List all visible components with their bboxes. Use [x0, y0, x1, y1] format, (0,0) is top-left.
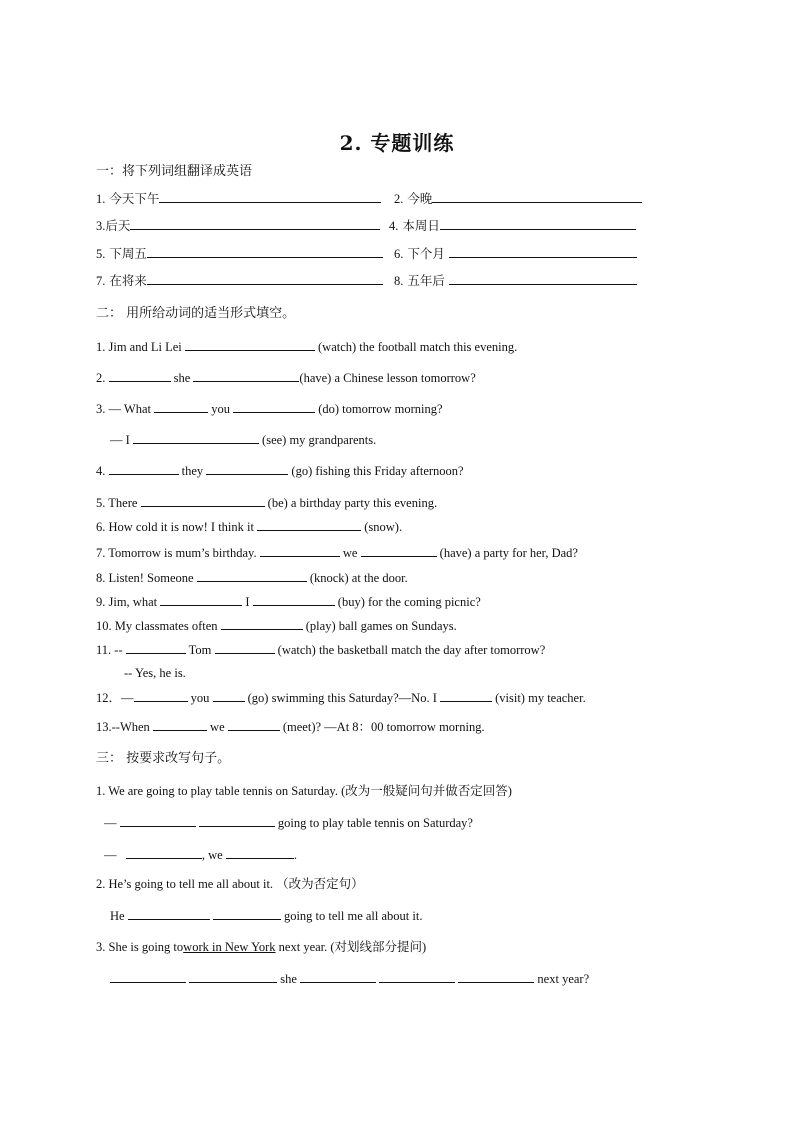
fill-question-11: 11. -- Tom (watch) the basketball match the day after tomorrow? [96, 643, 546, 657]
fill-question-2: 2. she (have) a Chinese lesson tomorrow? [96, 371, 476, 385]
answer-blank[interactable] [458, 970, 534, 983]
answer-blank[interactable] [221, 617, 303, 630]
answer-blank[interactable] [440, 217, 636, 230]
answer-blank[interactable] [361, 544, 437, 557]
answer-blank[interactable] [300, 970, 376, 983]
fill-question-6: 6. How cold it is now! I think it (snow). [96, 520, 403, 534]
answer-blank[interactable] [253, 593, 335, 606]
answer-blank[interactable] [233, 400, 315, 413]
fill-question-7: 7. Tomorrow is mum’s birthday. we (have) a party for her, Dad? [96, 546, 578, 560]
answer-blank[interactable] [160, 593, 242, 606]
answer-blank[interactable] [128, 907, 210, 920]
fill-question-13: 13.--When we (meet)? —At 8：00 tomorrow morning. [96, 720, 485, 734]
section2-heading: 二： 用所给动词的适当形式填空。 [96, 306, 296, 321]
answer-blank[interactable] [154, 400, 208, 413]
answer-blank[interactable] [215, 641, 275, 654]
fill-question-11-answer: -- Yes, he is. [124, 666, 186, 680]
answer-blank[interactable] [257, 518, 361, 531]
translate-item-8: 8. 五年后 [394, 272, 637, 289]
answer-blank[interactable] [130, 217, 380, 230]
fill-question-3: 3. — What you (do) tomorrow morning? [96, 402, 443, 416]
answer-blank[interactable] [120, 814, 196, 827]
fill-question-1: 1. Jim and Li Lei (watch) the football match this evening. [96, 340, 518, 354]
answer-blank[interactable] [260, 544, 340, 557]
underlined-phrase: work in New York [183, 940, 276, 954]
answer-blank[interactable] [199, 814, 275, 827]
answer-blank[interactable] [185, 338, 315, 351]
rewrite-question-1: 1. We are going to play table tennis on Saturday. (改为一般疑问句并做否定回答) [96, 784, 512, 798]
rewrite-question-1-line2: — , we . [104, 848, 297, 862]
page-title: 2. 专题训练 [339, 131, 455, 155]
answer-blank[interactable] [133, 431, 259, 444]
answer-blank[interactable] [206, 462, 288, 475]
fill-question-8: 8. Listen! Someone (knock) at the door. [96, 571, 408, 585]
answer-blank[interactable] [147, 272, 383, 285]
fill-question-9: 9. Jim, what I (buy) for the coming picnic? [96, 595, 481, 609]
translate-item-7: 7. 在将来 [96, 272, 383, 289]
translate-item-4: 4. 本周日 [389, 217, 636, 234]
translate-item-5: 5. 下周五 [96, 245, 383, 262]
answer-blank[interactable] [379, 970, 455, 983]
answer-blank[interactable] [226, 846, 294, 859]
answer-blank[interactable] [141, 494, 265, 507]
answer-blank[interactable] [153, 718, 207, 731]
fill-question-5: 5. There (be) a birthday party this evening. [96, 496, 438, 510]
rewrite-question-1-line1: — going to play table tennis on Saturday? [104, 816, 473, 830]
translate-item-6: 6. 下个月 [394, 245, 637, 262]
answer-blank[interactable] [432, 190, 642, 203]
section1-heading: 一：将下列词组翻译成英语 [96, 164, 253, 179]
answer-blank[interactable] [228, 718, 280, 731]
translate-item-1: 1. 今天下午 [96, 190, 381, 207]
answer-blank[interactable] [126, 846, 202, 859]
answer-blank[interactable] [213, 907, 281, 920]
answer-blank[interactable] [440, 689, 492, 702]
fill-question-10: 10. My classmates often (play) ball games on Sundays. [96, 619, 457, 633]
answer-blank[interactable] [109, 462, 179, 475]
answer-blank[interactable] [159, 190, 381, 203]
answer-blank[interactable] [449, 245, 637, 258]
rewrite-question-2: 2. He’s going to tell me all about it. （改为否定句） [96, 877, 364, 891]
answer-blank[interactable] [126, 641, 186, 654]
section3-heading: 三： 按要求改写句子。 [96, 751, 231, 766]
fill-question-4: 4. they (go) fishing this Friday afternoon? [96, 464, 464, 478]
answer-blank[interactable] [449, 272, 637, 285]
rewrite-question-3: 3. She is going towork in New York next year. (对划线部分提问) [96, 940, 427, 954]
translate-item-3: 3.后天 [96, 217, 380, 234]
answer-blank[interactable] [193, 369, 299, 382]
answer-blank[interactable] [109, 369, 171, 382]
answer-blank[interactable] [213, 689, 245, 702]
rewrite-question-3-line1: she next year? [110, 970, 589, 987]
answer-blank[interactable] [147, 245, 383, 258]
fill-question-3-answer: — I (see) my grandparents. [110, 433, 377, 447]
answer-blank[interactable] [189, 970, 277, 983]
rewrite-question-2-line1: He going to tell me all about it. [110, 909, 423, 923]
answer-blank[interactable] [197, 569, 307, 582]
answer-blank[interactable] [134, 689, 188, 702]
fill-question-12: 12．— you (go) swimming this Saturday?—No. I (visit) my teacher. [96, 691, 586, 705]
answer-blank[interactable] [110, 970, 186, 983]
translate-item-2: 2. 今晚 [394, 190, 642, 207]
